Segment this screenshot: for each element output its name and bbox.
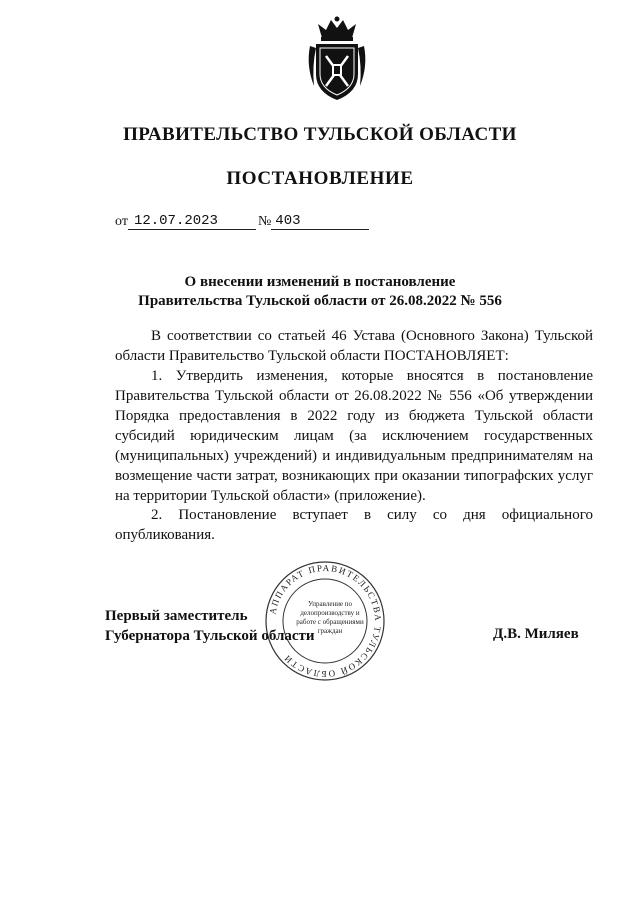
position-line-1: Первый заместитель <box>105 608 248 624</box>
number-prefix: № <box>257 214 272 229</box>
coat-of-arms-icon <box>304 16 370 102</box>
item-1-text: 1. Утвердить изменения, которые вносятся в постановление Правительства Тульской области от 26.08.2022 № 556 «Об утверждении Порядка предоставления в 2022 году из бюджета Тульской области субсидий юридическим лицам (за исключением государственных (муниципальных) учреждений) и индивидуальным предпринимателям на возмещение части затрат, возникающих при оказании типографских услуг на территории Тульской области» (приложение). <box>115 368 593 504</box>
item-1-paragraph <box>115 366 593 506</box>
stamp-ring-text: АППАРАТ ПРАВИТЕЛЬСТВА ТУЛЬСКОЙ ОБЛАСТИ <box>267 562 384 680</box>
date-prefix: от <box>115 214 128 229</box>
preamble-text: В соответствии со статьей 46 Устава (Основного Закона) Тульской области Правительство Тульской области ПОСТАНОВЛЯЕТ: <box>115 328 593 364</box>
document-date: 12.07.2023 <box>133 213 218 229</box>
date-number-line <box>115 213 369 230</box>
stamp-inner-text: Управление по делопроизводству и работе с обращениями граждан <box>296 600 364 635</box>
title-line-1: О внесении изменений в постановление <box>184 274 456 290</box>
preamble-paragraph <box>115 326 593 366</box>
signatory-name: Д.В. Миляев <box>493 626 579 642</box>
signatory-position <box>105 606 315 646</box>
document-type: ПОСТАНОВЛЕНИЕ <box>226 168 414 189</box>
item-2-text: 2. Постановление вступает в силу со дня официального опубликования. <box>115 507 593 543</box>
organization-title: ПРАВИТЕЛЬСТВО ТУЛЬСКОЙ ОБЛАСТИ <box>123 124 517 145</box>
document-title <box>0 273 640 311</box>
document-number: 403 <box>275 213 301 229</box>
title-line-2: Правительства Тульской области от 26.08.2022 № 556 <box>138 293 502 309</box>
item-2-paragraph <box>115 505 593 545</box>
position-line-2: Губернатора Тульской области <box>105 628 315 644</box>
